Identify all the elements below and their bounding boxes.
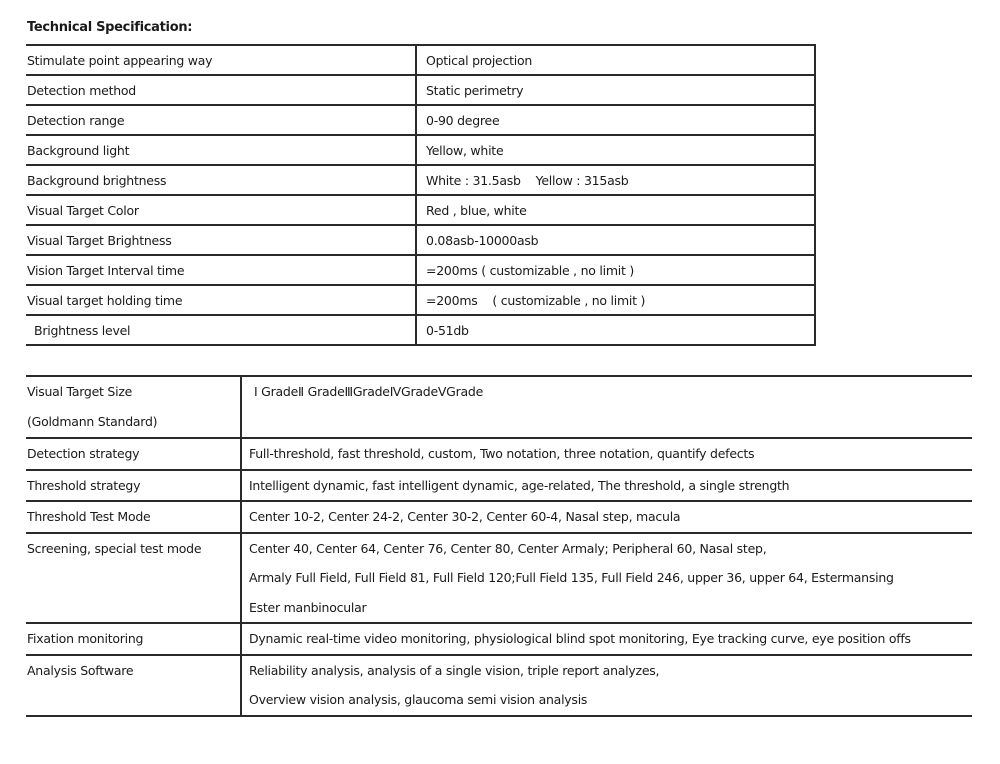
spec-value-line: Ester manbinocular <box>249 599 367 615</box>
spec-label-line: Fixation monitoring <box>27 631 144 646</box>
spec-label: Background brightness <box>26 165 416 195</box>
spec-label <box>26 655 241 716</box>
spec-label-line: Threshold Test Mode <box>27 509 151 524</box>
spec-value-line: Overview vision analysis, glaucoma semi vision analysis <box>249 692 588 707</box>
table-row <box>26 135 815 165</box>
spec-label-line: (Goldmann Standard) <box>27 413 158 429</box>
table-row <box>26 655 972 716</box>
spec-table-advanced <box>26 375 972 717</box>
spec-value: =200ms ( customizable , no limit ) <box>416 255 815 285</box>
spec-label: Visual Target Color <box>26 195 416 225</box>
spec-value: =200ms ( customizable , no limit ) <box>416 285 815 315</box>
spec-value <box>241 501 972 533</box>
table-row <box>26 255 815 285</box>
spec-value-line: Intelligent dynamic, fast intelligent dynamic, age-related, The threshold, a single strength <box>249 477 790 493</box>
spec-label <box>26 533 241 624</box>
spec-value <box>241 533 972 624</box>
spec-value <box>241 438 972 470</box>
spec-label <box>26 376 241 438</box>
spec-label: Vision Target Interval time <box>26 255 416 285</box>
table-row <box>26 75 815 105</box>
table-row <box>26 315 815 345</box>
spec-value <box>241 623 972 655</box>
spec-value: Optical projection <box>416 45 815 75</box>
spec-value: 0-90 degree <box>416 105 815 135</box>
spec-label: Detection range <box>26 105 416 135</box>
spec-label: Background light <box>26 135 416 165</box>
spec-label: Stimulate point appearing way <box>26 45 416 75</box>
table-row <box>26 470 972 502</box>
spec-value-line: Ⅰ GradeⅡ GradeⅢGradeⅣGradeⅤGrade <box>254 384 484 399</box>
spec-label <box>26 623 241 655</box>
table-row <box>26 45 815 75</box>
table-row <box>26 533 972 624</box>
table-row <box>26 225 815 255</box>
spec-value: White : 31.5asb Yellow : 315asb <box>416 165 815 195</box>
spec-value-line: Dynamic real-time video monitoring, physiological blind spot monitoring, Eye tracking curve, eye position offs <box>249 631 911 646</box>
spec-label <box>26 501 241 533</box>
spec-value-line: Armaly Full Field, Full Field 81, Full Field 120;Full Field 135, Full Field 246, upper 36, upper 64, Estermansing <box>249 570 894 585</box>
spec-label <box>26 470 241 502</box>
table-row <box>26 285 815 315</box>
spec-value: 0.08asb-10000asb <box>416 225 815 255</box>
spec-value <box>241 376 972 438</box>
page-title: Technical Specification: <box>27 20 193 35</box>
spec-value-line: Reliability analysis, analysis of a single vision, triple report analyzes, <box>249 662 660 678</box>
spec-value <box>241 655 972 716</box>
table-row <box>26 105 815 135</box>
spec-label-line: Detection strategy <box>27 446 140 461</box>
spec-label-line: Threshold strategy <box>27 477 141 493</box>
spec-value: Red , blue, white <box>416 195 815 225</box>
table-row <box>26 165 815 195</box>
table-row <box>26 376 972 438</box>
spec-label: Visual target holding time <box>26 285 416 315</box>
spec-value: 0-51db <box>416 315 815 345</box>
spec-label-line: Screening, special test mode <box>27 540 202 556</box>
spec-value-line: Full-threshold, fast threshold, custom, Two notation, three notation, quantify defects <box>249 446 755 461</box>
spec-value: Static perimetry <box>416 75 815 105</box>
spec-table-basic <box>26 44 816 346</box>
spec-label-line: Visual Target Size <box>27 384 133 399</box>
spec-label-line: Analysis Software <box>27 662 134 678</box>
table-row <box>26 438 972 470</box>
table-row <box>26 195 815 225</box>
spec-label <box>26 438 241 470</box>
spec-value-line: Center 10-2, Center 24-2, Center 30-2, Center 60-4, Nasal step, macula <box>249 509 681 524</box>
spec-label: Brightness level <box>26 315 416 345</box>
spec-value: Yellow, white <box>416 135 815 165</box>
spec-label: Detection method <box>26 75 416 105</box>
table-row <box>26 623 972 655</box>
spec-label: Visual Target Brightness <box>26 225 416 255</box>
table-row <box>26 501 972 533</box>
spec-value <box>241 470 972 502</box>
spec-value-line: Center 40, Center 64, Center 76, Center 80, Center Armaly; Peripheral 60, Nasal step, <box>249 540 767 556</box>
